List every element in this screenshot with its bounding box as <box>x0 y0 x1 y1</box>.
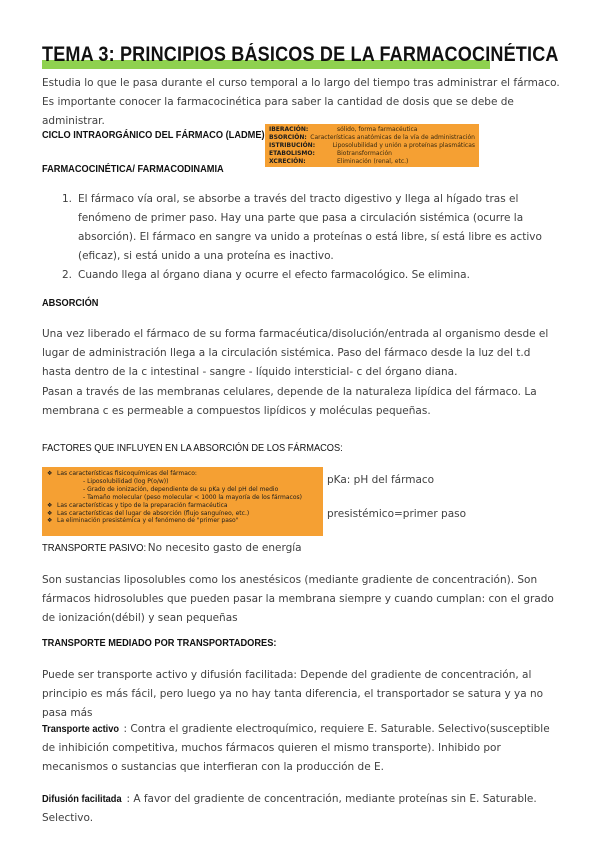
factor-item: ❖ Las características fisicoquímicas del fármaco: <box>47 470 197 477</box>
factor-item: ❖ La eliminación presistémica y el fenómeno de "primer paso" <box>47 517 239 525</box>
difusion-paragraph <box>42 790 562 828</box>
activo-label: Transporte activo <box>42 723 120 735</box>
ciclo-heading: CICLO INTRAORGÁNICO DEL FÁRMACO (LADME) <box>42 129 265 141</box>
factor-subitem: - Tamaño molecular (peso molecular < 1000 la mayoría de los fármacos) <box>83 493 302 501</box>
farmaco-heading: FARMACOCINÉTICA/ FARMACODINAMIA <box>42 163 224 175</box>
list-item: 2. Cuando llega al órgano diana y ocurre el efecto farmacológico. Se elimina. <box>62 269 470 281</box>
ladme-row: BSORCIÓN: Características anatómicas de la vía de administración <box>269 134 475 141</box>
factor-item: ❖ Las características y tipo de la preparación farmacéutica <box>47 501 228 509</box>
mediado-heading: TRANSPORTE MEDIADO POR TRANSPORTADORES: <box>42 637 277 649</box>
pasivo-line <box>42 539 562 558</box>
side-note-pka: pKa: pH del fármaco <box>327 474 435 486</box>
factor-subitem: - Liposolubilidad (log P(o/w)) <box>83 477 169 485</box>
pasivo-label: TRANSPORTE PASIVO: <box>42 542 147 554</box>
numbered-list <box>62 190 562 285</box>
page-title: TEMA 3: PRINCIPIOS BÁSICOS DE LA FARMACOCINÉTICA <box>42 43 559 66</box>
ladme-row: ETABOLISMO: Biotransformación <box>269 150 392 157</box>
list-item: 1. El fármaco vía oral, se absorbe a través del tracto digestivo y llega al hígado tras el fenómeno de primer paso. Hay una parte que pasa a circulación sistémica (ocurre la absorción). El fármaco en sangre va unido a proteínas o está libre, sí está libre es activo (eficaz), si está unido a una proteína es inactivo. <box>62 193 542 262</box>
factores-heading: FACTORES QUE INFLUYEN EN LA ABSORCIÓN DE LOS FÁRMACOS: <box>42 442 343 454</box>
activo-paragraph <box>42 720 562 777</box>
factor-item: ❖ Las características del lugar de absorción (flujo sanguíneo, etc.) <box>47 509 250 517</box>
ladme-row: XCRECIÓN: Eliminación (renal, etc.) <box>269 158 409 165</box>
difusion-text: : A favor del gradiente de concentración, mediante proteínas sin E. Saturable. Selectivo. <box>42 793 537 824</box>
mediado-paragraph: Puede ser transporte activo y difusión facilitada: Depende del gradiente de concentración, al principio es más fácil, pero luego ya no hay tanta diferencia, el transportador se satura y ya no pasa más <box>42 669 544 719</box>
factor-subitem: - Grado de ionización, dependiente de su pKa y del pH del medio <box>83 485 279 493</box>
pasivo-text: No necesito gasto de energía <box>147 542 302 554</box>
intro-paragraph: Estudia lo que le pasa durante el curso temporal a lo largo del tiempo tras administrar el fármaco. Es importante conocer la farmacocinética para saber la cantidad de dosis que se debe de administrar. <box>42 77 560 127</box>
absorcion-paragraph-2: Pasan a través de las membranas celulares, depende de la naturaleza lipídica del fármaco. La membrana c es permeable a compuestos lipídicos y moléculas pequeñas. <box>42 386 537 417</box>
ladme-row: ISTRIBUCIÓN: Liposolubilidad y unión a proteínas plasmáticas <box>269 142 475 149</box>
factores-image <box>42 467 323 536</box>
difusion-label: Difusión facilitada <box>42 793 122 805</box>
ladme-image <box>265 124 479 167</box>
ladme-row: IBERACIÓN: sólido, forma farmacéutica <box>269 126 418 133</box>
absorcion-heading: ABSORCIÓN <box>42 297 99 309</box>
side-note-presistemico: presistémico=primer paso <box>327 508 467 520</box>
absorcion-paragraph-1: Una vez liberado el fármaco de su forma farmacéutica/disolución/entrada al organismo desde el lugar de administración llega a la circulación sistémica. Paso del fármaco desde la luz del t.d hasta dentro de la c intestinal - sangre - líquido intersticial- c del órgano diana. <box>42 328 549 378</box>
activo-text: : Contra el gradiente electroquímico, requiere E. Saturable. Selectivo(susceptible de inhibición competitiva, muchos fármacos quieren el mismo transporte). Inhibido por mecanismos o sustancias que interfieran con la producción de E. <box>42 723 550 773</box>
pasivo-paragraph: Son sustancias liposolubles como los anestésicos (mediante gradiente de concentración). Son fármacos hidrosolubles que pueden pasar la membrana siempre y cuando cumplan: con el grado de ionización(débil) y sean pequeñas <box>42 574 554 624</box>
